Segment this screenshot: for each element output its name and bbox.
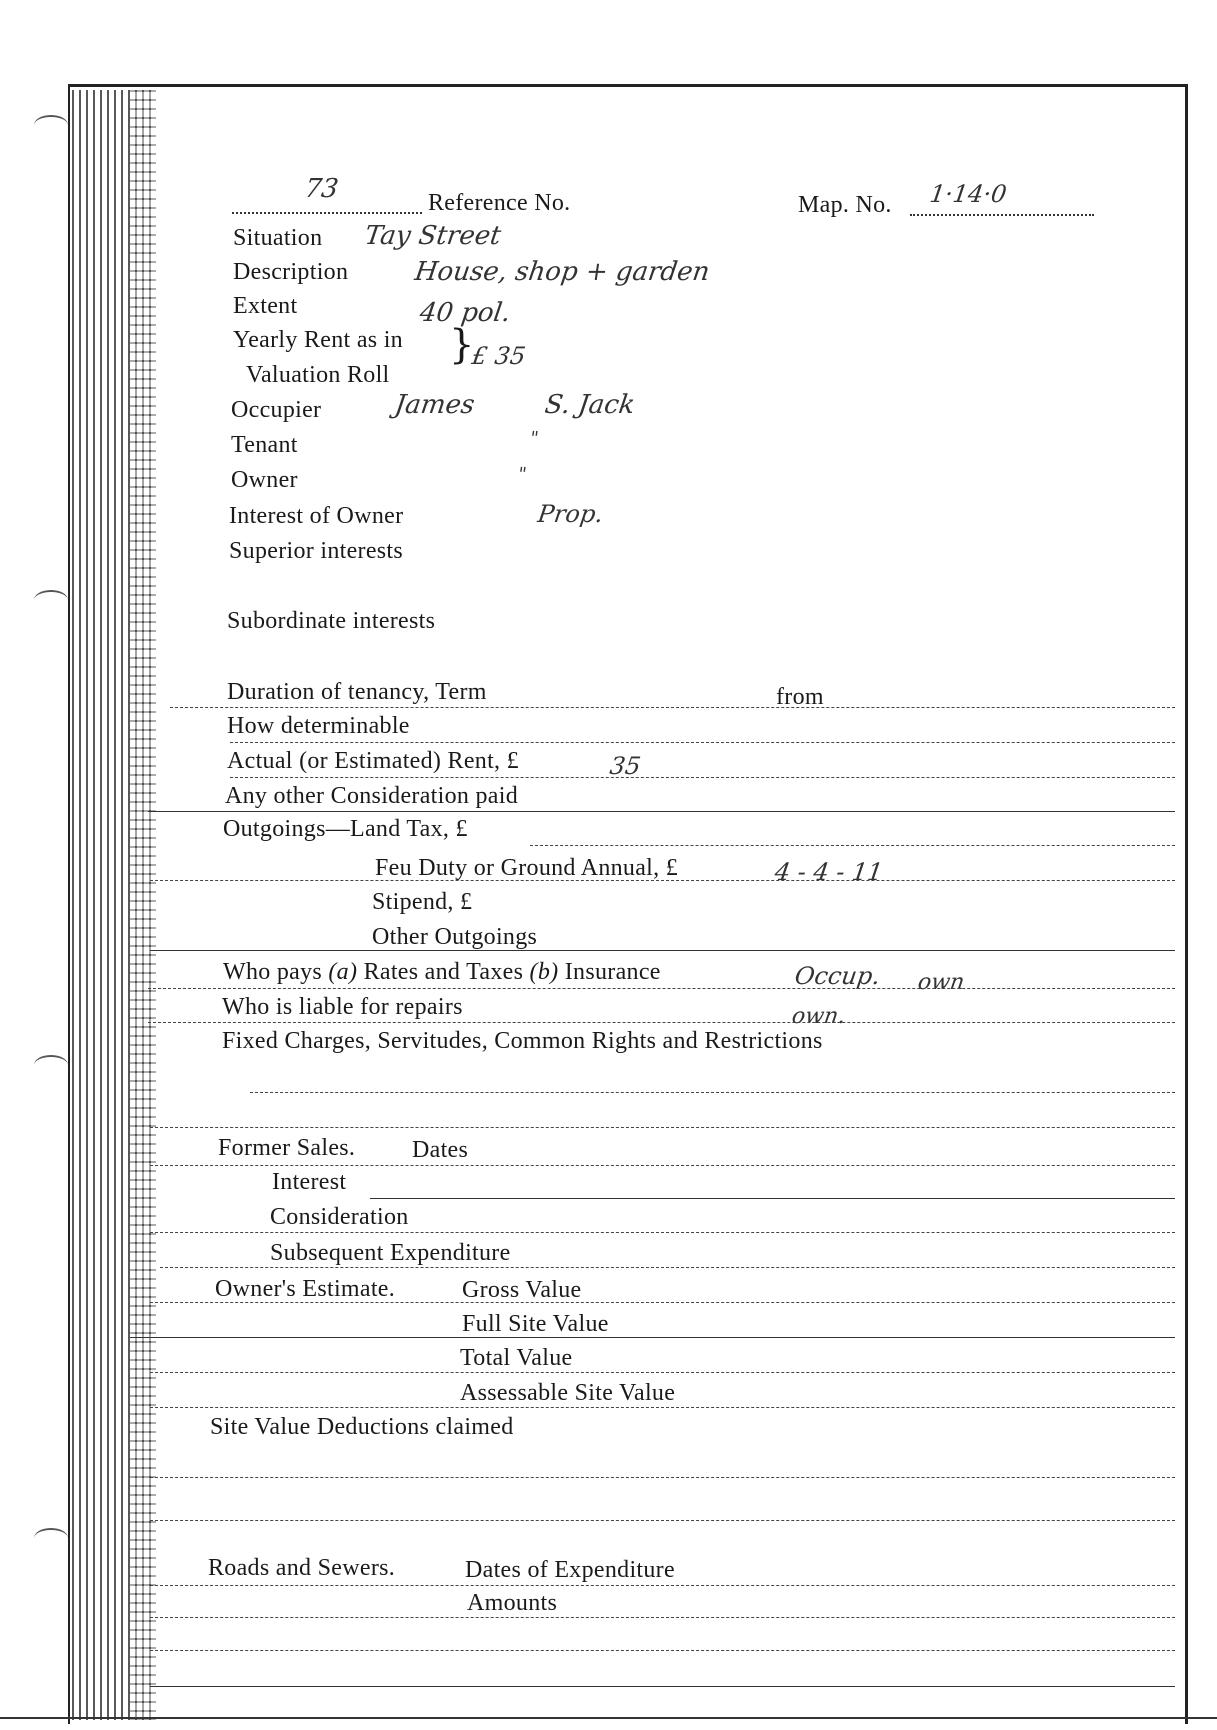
punch-hole [34,115,68,135]
rule-line [148,988,1175,989]
former-sales-interest: Interest [272,1169,347,1195]
who-pays-pre: Who pays [223,959,323,985]
map-dotted-line [910,214,1094,216]
owners-estimate-full-site: Full Site Value [462,1311,609,1337]
who-pays-value-b: own [916,970,967,995]
feu-duty-label: Feu Duty or Ground Annual, £ [375,855,679,881]
situation-label: Situation [233,225,323,251]
how-determinable-label: How determinable [227,713,410,739]
yearly-rent-label: Yearly Rent as in [233,327,403,353]
who-pays-value-a: Occup. [793,962,882,990]
binding-shade [130,90,156,1720]
rule-line [230,777,1175,778]
former-sales-label: Former Sales. [218,1135,356,1161]
punch-hole [34,1528,68,1548]
punch-hole [34,590,68,610]
interest-of-owner-value: Prop. [536,500,606,528]
stipend-label: Stipend, £ [372,889,473,915]
rule-line [370,1198,1175,1199]
owners-estimate-label: Owner's Estimate. [215,1276,396,1302]
owner-label: Owner [231,467,298,493]
page-bottom-edge [0,1717,1217,1719]
who-pays-label [223,959,661,986]
rule-line [150,1127,1175,1128]
rule-line [130,1337,1175,1338]
rule-line [150,1477,1175,1478]
rule-line [250,1092,1175,1093]
situation-value: Tay Street [362,221,503,251]
former-sales-dates: Dates [412,1137,469,1163]
rule-line [150,1407,1175,1408]
who-pays-a: (a) [328,959,358,985]
description-label: Description [233,259,349,285]
rule-line [170,707,1175,708]
rule-line [150,1585,1175,1586]
reference-value: 73 [302,174,341,204]
roads-sewers-amounts: Amounts [467,1590,558,1616]
map-label: Map. No. [798,192,892,218]
subordinate-interests-label: Subordinate interests [227,608,436,634]
reference-label: Reference No. [428,190,571,216]
occupier-value-last: S. Jack [542,390,637,420]
who-liable-label: Who is liable for repairs [222,994,463,1020]
outgoings-land-tax-label: Outgoings—Land Tax, £ [223,816,468,842]
reference-dotted-line [232,212,422,214]
occupier-value-first: James [392,390,477,420]
feu-duty-value: 4 - 4 - 11 [773,858,885,886]
who-liable-value: own. [790,1004,848,1029]
rule-line [530,845,1175,846]
rule-line [150,1165,1175,1166]
rule-line [150,1302,1175,1303]
extent-label: Extent [233,293,298,319]
former-sales-subsequent: Subsequent Expenditure [270,1240,511,1266]
rule-line [150,1372,1175,1373]
owners-estimate-total: Total Value [460,1345,573,1371]
actual-rent-value: 35 [608,752,643,780]
rule-line [148,811,1175,812]
owner-ditto: " [516,464,528,485]
other-outgoings-label: Other Outgoings [372,924,538,950]
interest-of-owner-label: Interest of Owner [229,503,404,529]
actual-rent-label: Actual (or Estimated) Rent, £ [227,748,519,774]
duration-label: Duration of tenancy, Term [227,679,487,705]
rule-line [150,1686,1175,1687]
tenant-ditto: " [528,428,540,449]
extent-value: 40 pol. [417,298,513,328]
owners-estimate-gross: Gross Value [462,1277,582,1303]
site-value-deductions-label: Site Value Deductions claimed [210,1414,514,1440]
superior-interests-label: Superior interests [229,538,404,564]
who-pays-mid: Rates and Taxes [363,959,524,985]
owners-estimate-assessable: Assessable Site Value [460,1380,676,1406]
valuation-roll-label: Valuation Roll [246,362,390,388]
from-label: from [776,684,824,710]
rule-line [150,1650,1175,1651]
tenant-label: Tenant [231,432,298,458]
occupier-label: Occupier [231,397,322,423]
who-pays-post: Insurance [564,959,661,985]
rule-line [150,1617,1175,1618]
roads-sewers-dates: Dates of Expenditure [465,1557,675,1583]
map-value: 1·14·0 [928,180,1009,208]
rule-line [160,1267,1175,1268]
other-consideration-label: Any other Consideration paid [225,783,519,809]
rule-line [150,1520,1175,1521]
rule-line [150,1232,1175,1233]
yearly-rent-value: £ 35 [470,342,528,370]
former-sales-consideration: Consideration [270,1204,409,1230]
rule-line [148,1022,1175,1023]
who-pays-b: (b) [529,959,559,985]
roads-sewers-label: Roads and Sewers. [208,1555,396,1581]
punch-hole [34,1055,68,1075]
rule-line [150,950,1175,951]
description-value: House, shop + garden [412,257,712,287]
rule-line [230,742,1175,743]
rule-line [150,880,1175,881]
fixed-charges-label: Fixed Charges, Servitudes, Common Rights and Restrictions [222,1028,823,1054]
brace-mark: } [449,322,475,368]
